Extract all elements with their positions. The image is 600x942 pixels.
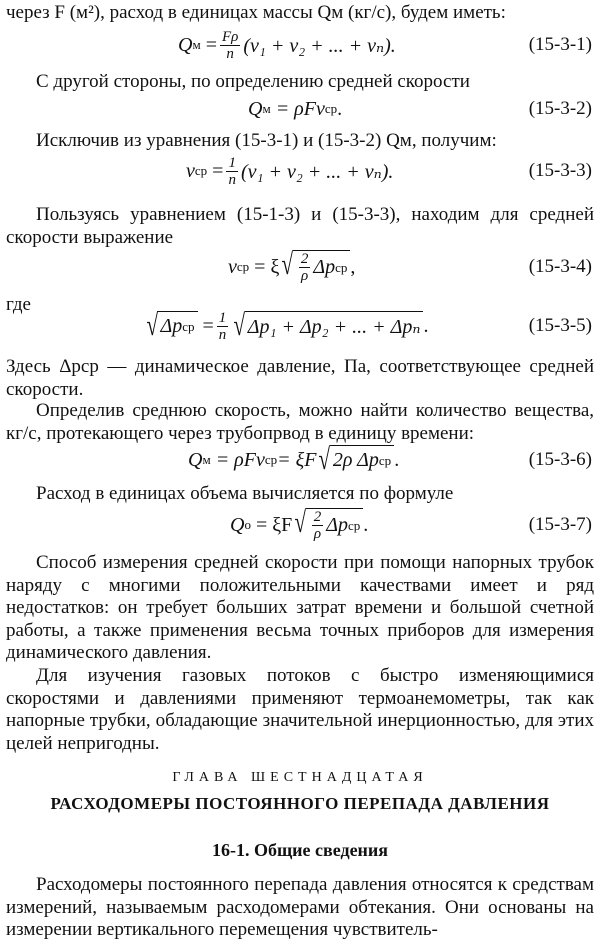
equation-15-3-4-formula: v ср = ξ √ $\frac{2}{\rho}$ Δp ср , [228,248,356,284]
equation-15-3-2 [0,90,600,128]
equation-number: (15-3-3) [528,160,592,181]
paragraph-exclude: Исключив из уравнения (15-3-1) и (15-3-2) Qм, получим: [36,130,497,151]
radical: √ $\frac{2}{\rho}$ Δp ср [292,508,363,542]
equation-number: (15-3-2) [528,98,592,119]
chapter-title: РАСХОДОМЕРЫ ПОСТОЯННОГО ПЕРЕПАДА ДАВЛЕНИЯ [50,794,550,813]
paragraph-gas: Для изучения газовых потоков с быстро изменяющимися скоростями и давлениями применяют термоанемометры, так как напорные трубки, обладающие значительной инерционностью, для этих целей непригодны. [6,665,594,754]
radical: √ $\frac{2}{\rho}$ Δp ср [279,250,350,284]
equation-15-3-3 [0,152,600,190]
radical: √ 2ρ Δp ср [316,445,394,475]
equation-15-3-1 [0,26,600,64]
equation-15-3-4 [0,248,600,286]
paragraph-method: Способ измерения средней скорости при помощи напорных трубок наряду с многими положительными качествами имеет и ряд недостатков: он требует больших затрат времени и большой счетной работы, а также применения весьма точных приборов для измерения динамического давления. [6,552,594,663]
equation-15-3-2-formula: Q м = ρFv ср . [248,97,343,120]
equation-number: (15-3-6) [528,449,592,470]
equation-15-3-7-formula: Q о = ξF √ $\frac{2}{\rho}$ Δp ср . [230,506,369,542]
radical: √ Δp₁ + Δp₂ + ... + Δpₙ [231,311,423,341]
equation-number: (15-3-4) [528,256,592,277]
paragraph-volume: Расход в единицах объема вычисляется по формуле [36,483,454,504]
chapter-label: ГЛАВА ШЕСТНАДЦАТАЯ [172,770,428,785]
radical: √ Δp ср [144,311,198,341]
paragraph-where: где [6,294,31,315]
equation-number: (15-3-1) [528,34,592,55]
equation-15-3-6-formula: Q м = ρFv ср = ξF √ 2ρ Δp ср . [188,443,400,476]
paragraph-other-side: С другой стороны, по определению средней скорости [36,71,470,92]
equation-15-3-1-formula: Q м = $\frac{F\rho}{n}$ (v₁ + v₂ + ... + vₙ). [178,28,396,62]
paragraph-determine: Определив среднюю скорость, можно найти количество вещества, кг/с, протекающего через трубопрвод в единицу времени: [6,400,594,444]
equation-number: (15-3-5) [528,315,592,336]
equation-15-3-5-formula: √ Δp ср = $\frac{1}{n}$ √ Δp₁ + Δp₂ + ... + Δpₙ . [144,307,428,345]
paragraph-using: Пользуясь уравнением (15-1-3) и (15-3-3), находим для средней скорости выражение [6,204,594,248]
equation-15-3-5 [0,307,600,345]
paragraph-final: Расходомеры постоянного перепада давления относятся к средствам измерений, называемым расходомерами обтекания. Они основаны на измерении вертикального перемещения чувствитель- [6,874,594,940]
section-title: 16-1. Общие сведения [211,840,389,860]
equation-15-3-3-formula: v ср = $\frac{1}{n}$ (v₁ + v₂ + ... + vₙ). [186,154,394,188]
equation-15-3-7 [0,506,600,544]
equation-number: (15-3-7) [528,514,592,535]
equation-15-3-6 [0,441,600,479]
paragraph-intro: через F (м²), расход в единицах массы Qм (кг/с), будем иметь: [6,2,506,23]
paragraph-here: Здесь Δpср — динамическое давление, Па, соответствующее средней скорости. [6,356,594,400]
